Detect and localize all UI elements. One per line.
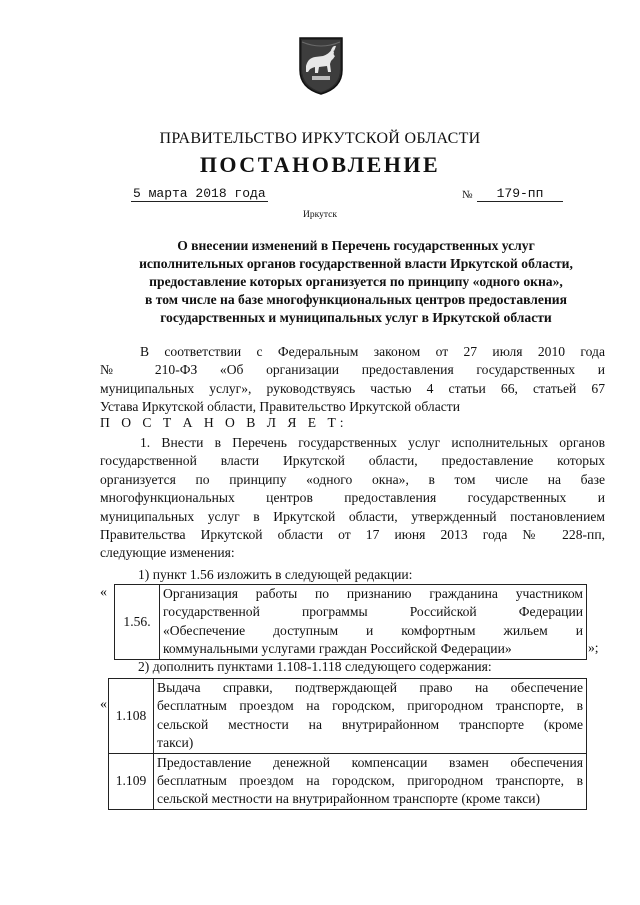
cell-line: сельской местности на внутрирайонном транспорте (кроме такси) <box>157 791 541 807</box>
paragraph-line: Правительства Иркутской области от 17 июня 2013 года № 228-пп, <box>100 527 605 543</box>
government-name: ПРАВИТЕЛЬСТВО ИРКУТСКОЙ ОБЛАСТИ <box>159 130 481 147</box>
cell-line: Выдача справки, подтверждающей право на обеспечение <box>157 680 583 695</box>
quote-open: « <box>100 585 107 600</box>
paragraph-line: 1. Внести в Перечень государственных услуг исполнительных органов <box>140 435 605 450</box>
service-code: 1.109 <box>109 753 154 809</box>
number-sign: № <box>462 189 473 201</box>
paragraph-line: Устава Иркутской области, Правительство Иркутской области <box>100 399 461 415</box>
title-line: О внесении изменений в Перечень государственных услуг <box>177 238 535 253</box>
paragraph-line: государственной власти Иркутской области, предоставление которых <box>100 453 605 469</box>
cell-line: Организация работы по признанию гражданина участником <box>163 586 583 601</box>
cell-line: сельской местности на внутрирайонном транспорте (кроме <box>157 716 583 732</box>
cell-line: коммунальными услугами граждан Российской Федерации» <box>163 641 512 657</box>
coat-of-arms-icon <box>298 36 344 96</box>
document-type: ПОСТАНОВЛЕНИЕ <box>199 152 441 177</box>
document-city: Иркутск <box>303 210 337 220</box>
paragraph-line: муниципальных услуг», руководствуясь частью 4 статьи 66, статьей 67 <box>100 380 605 396</box>
services-table-2 <box>108 678 587 810</box>
cell-line: такси) <box>157 735 194 751</box>
cell-line: бесплатным проездом на городском, пригородном транспорте, в <box>157 773 583 789</box>
service-description <box>154 753 587 809</box>
paragraph-line: многофункциональных центров предоставления государственных и <box>100 490 605 506</box>
title-line: предоставление которых организуется по принципу «одного окна», <box>149 274 563 289</box>
document-date: 5 марта 2018 года <box>133 186 266 201</box>
service-code: 1.108 <box>109 679 154 754</box>
title-line: исполнительных органов государственной власти Иркутской области, <box>139 256 573 271</box>
cell-line: Предоставление денежной компенсации взамен обеспечения <box>157 754 583 770</box>
paragraph-line: следующие изменения: <box>100 545 235 561</box>
subitem-2: 2) дополнить пунктами 1.108-1.118 следующего содержания: <box>138 659 492 674</box>
resolves-heading: П О С Т А Н О В Л Я Е Т: <box>100 415 348 430</box>
paragraph-line: № 210-ФЗ «Об организации предоставления государственных и <box>100 362 605 378</box>
service-description <box>154 679 587 754</box>
cell-line: государственной программы Российской Федерации <box>163 604 583 620</box>
service-description <box>160 585 587 660</box>
cell-line: «Обеспечение доступным и комфортным жильем и <box>163 622 583 638</box>
service-code: 1.56. <box>115 585 160 660</box>
subitem-1: 1) пункт 1.56 изложить в следующей редакции: <box>138 567 413 582</box>
intro-paragraph <box>100 343 605 417</box>
document-number: 179-пп <box>477 186 563 202</box>
quote-close: »; <box>588 640 599 655</box>
title-line: в том числе на базе многофункциональных центров предоставления <box>145 292 567 307</box>
services-table-1 <box>114 584 587 660</box>
title-line: государственных и муниципальных услуг в Иркутской области <box>160 310 552 325</box>
paragraph-line: муниципальных услуг в Иркутской области, утвержденный постановлением <box>100 508 605 524</box>
table-row <box>115 585 587 660</box>
document-title <box>96 237 616 327</box>
paragraph-line: В соответствии с Федеральным законом от 27 июля 2010 года <box>140 344 605 359</box>
table-row <box>109 753 587 809</box>
quote-open: « <box>100 697 107 712</box>
item-1-paragraph <box>100 434 605 563</box>
cell-line: бесплатным проездом на городском, пригородном транспорте, в <box>157 698 583 714</box>
table-row <box>109 679 587 754</box>
paragraph-line: организуется по принципу «одного окна», в том числе на базе <box>100 471 605 487</box>
